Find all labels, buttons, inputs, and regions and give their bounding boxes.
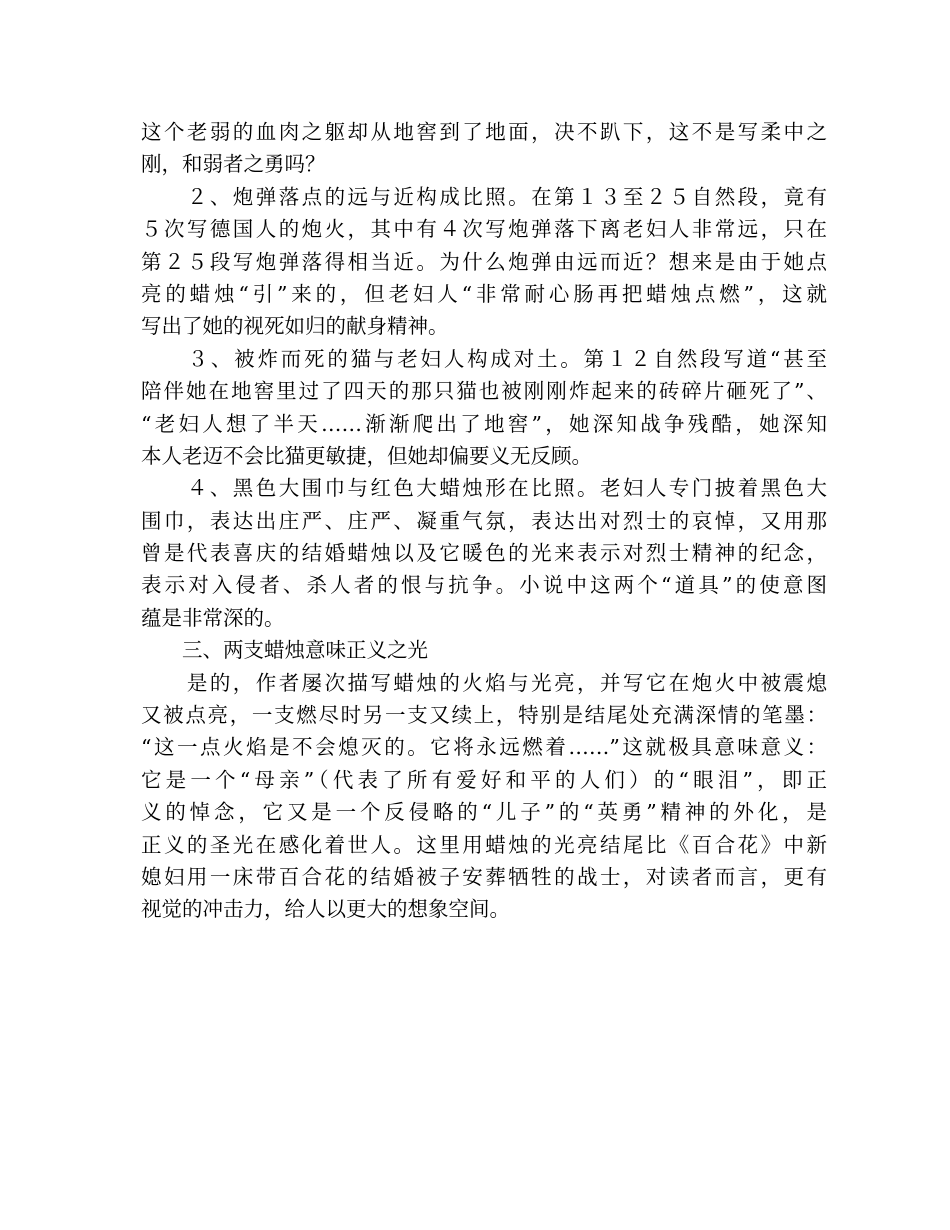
paragraph-3-start-line: ３、被炸而死的猫与老妇人构成对土。第１２自然段写道“甚至 [141,346,827,371]
text-line: “老妇人想了半天……渐渐爬出了地窖”，她深知战争残酷，她深知 [141,411,827,436]
document-text-body [141,116,827,926]
text-line: 亮的蜡烛“引”来的，但老妇人“非常耐心肠再把蜡烛点燃”，这就 [141,281,827,306]
section-heading: 三、两支蜡烛意味正义之光 [141,638,428,663]
text-line: 写出了她的视死如归的献身精神。 [141,314,449,339]
paragraph-2-start-line: ２、炮弹落点的远与近构成比照。在第１３至２５自然段，竟有 [141,184,827,209]
text-line: 视觉的冲击力，给人以更大的想象空间。 [141,897,510,922]
text-line: 本人老迈不会比猫更敏捷，但她却偏要义无反顾。 [141,443,592,468]
text-line: 正义的圣光在感化着世人。这里用蜡烛的光亮结尾比《百合花》中新 [141,832,827,857]
paragraph-5-start-line: 是的，作者屡次描写蜡烛的火焰与光亮，并写它在炮火中被震熄 [141,670,827,695]
text-line: 表示对入侵者、杀人者的恨与抗争。小说中这两个“道具”的使意图 [141,573,827,598]
text-line: 蕴是非常深的。 [141,605,285,630]
text-line: “这一点火焰是不会熄灭的。它将永远燃着……”这就极具意味意义： [141,735,827,760]
text-line: 义的悼念，它又是一个反侵略的“儿子”的“英勇”精神的外化，是 [141,800,827,825]
text-line: 刚，和弱者之勇吗？ [141,152,326,177]
text-line: 媳妇用一床带百合花的结婚被子安葬牺牲的战士，对读者而言，更有 [141,864,827,889]
text-line: 这个老弱的血肉之躯却从地窖到了地面，决不趴下，这不是写柔中之 [141,120,827,144]
paragraph-4-start-line: ４、黑色大围巾与红色大蜡烛形在比照。老妇人专门披着黑色大 [141,476,827,501]
text-line: 围巾，表达出庄严、庄严、凝重气氛，表达出对烈士的哀悼，又用那 [141,508,827,533]
text-line: ５次写德国人的炮火，其中有４次写炮弹落下离老妇人非常远，只在 [141,217,827,242]
text-line: 又被点亮，一支燃尽时另一支又续上，特别是结尾处充满深情的笔墨： [141,703,827,728]
text-line: 第２５段写炮弹落得相当近。为什么炮弹由远而近？想来是由于她点 [141,249,827,274]
text-line: 陪伴她在地窖里过了四天的那只猫也被刚刚炸起来的砖碎片砸死了”、 [141,379,827,404]
text-line: 曾是代表喜庆的结婚蜡烛以及它暖色的光来表示对烈士精神的纪念， [141,541,827,566]
text-line: 它是一个“母亲”（代表了所有爱好和平的人们）的“眼泪”，即正 [141,767,827,792]
